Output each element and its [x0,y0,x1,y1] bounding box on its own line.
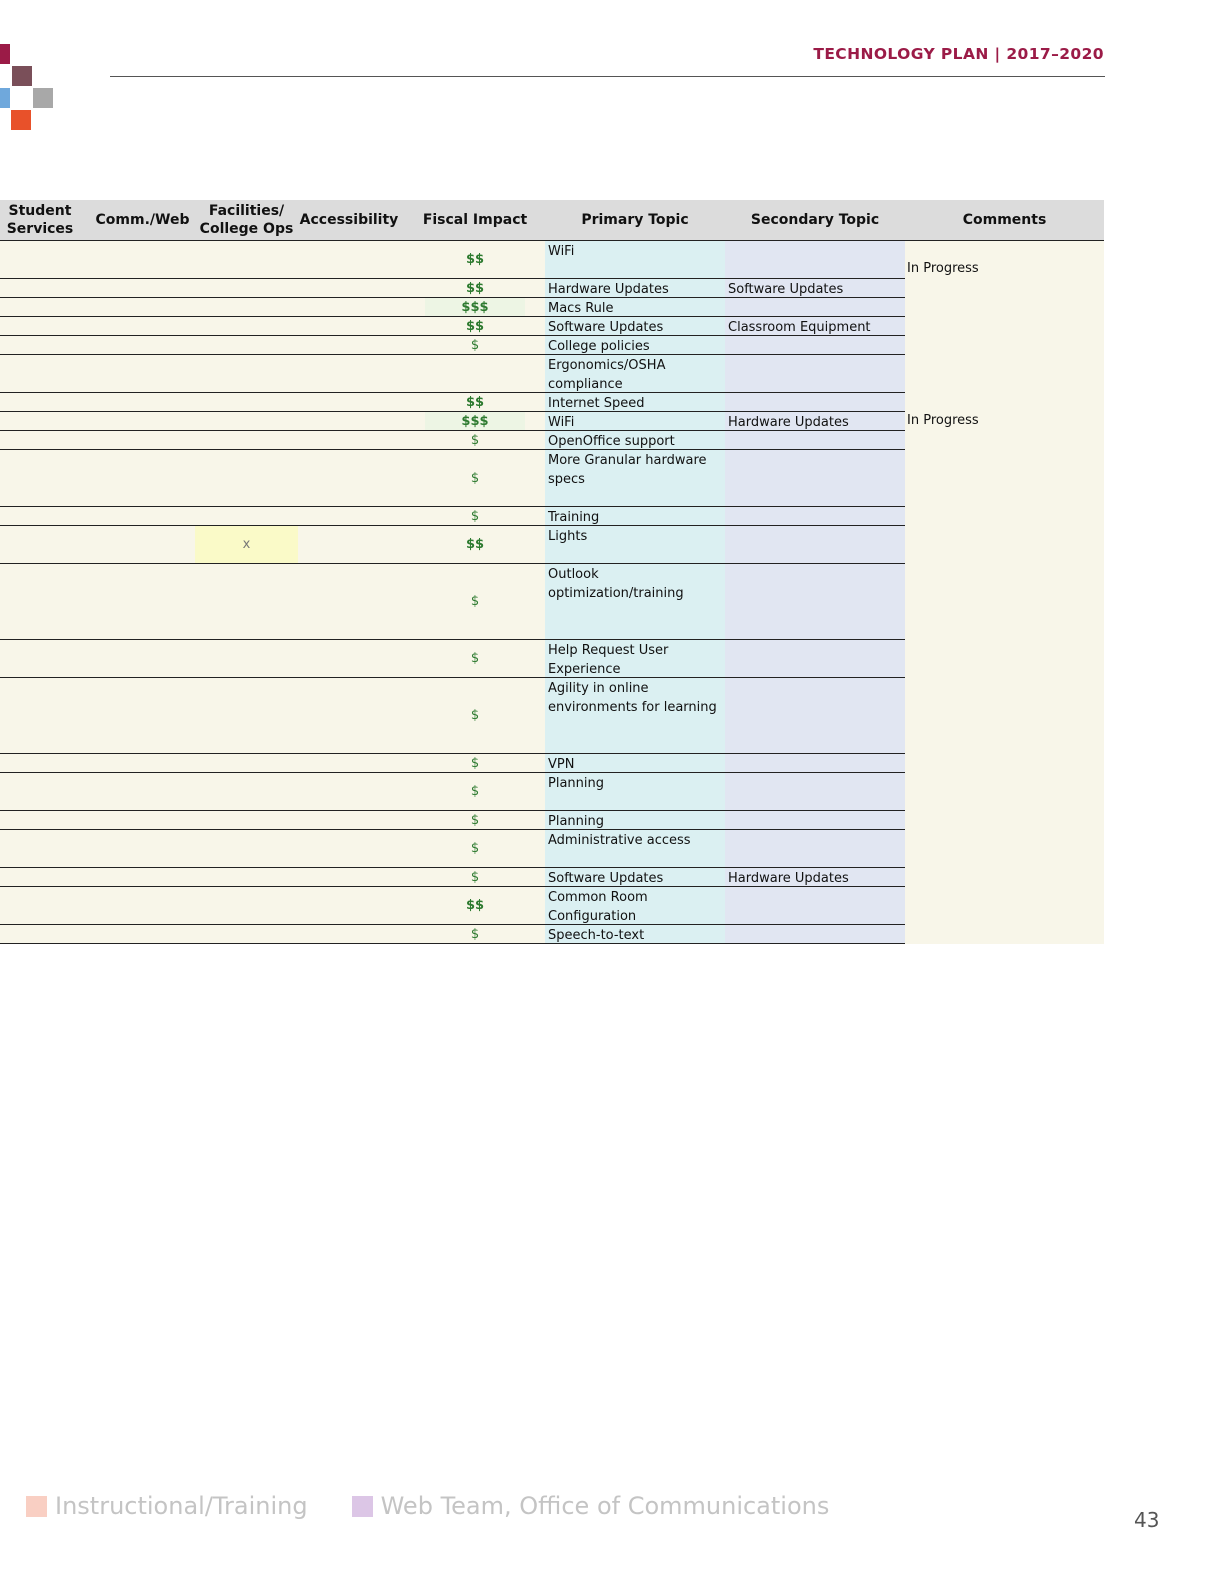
header-comments: Comments [905,200,1104,240]
fiscal-impact-cell: $ [470,594,480,609]
header-accessibility: Accessibility [299,212,399,228]
primary-topic-cell: Common Room Configuration [545,887,725,924]
primary-topic-cell: Software Updates [545,317,725,335]
table-row [0,336,905,355]
table-row [0,830,905,868]
table-row [0,925,905,944]
secondary-topic-cell: Software Updates [725,279,905,297]
secondary-topic-cell [725,564,905,639]
primary-topic-cell: Ergonomics/OSHA compliance [545,355,725,392]
fiscal-impact-cell: $ [470,337,480,353]
table-row [0,640,905,678]
fiscal-impact-cell: $$ [465,318,485,334]
fiscal-impact-cell: $$ [465,394,485,410]
legend-item-instructional [26,1492,308,1520]
secondary-topic-cell [725,811,905,829]
legend-label: Web Team, Office of Communications [380,1492,830,1520]
primary-topic-cell: Agility in online environments for learning [545,678,725,753]
table-row [0,564,905,640]
page-number: 43 [1134,1508,1160,1532]
fiscal-impact-cell [425,355,525,392]
table-row [0,393,905,412]
primary-topic-cell: Outlook optimization/training [545,564,725,639]
fiscal-impact-cell: $ [470,812,480,828]
legend [26,1492,873,1520]
secondary-topic-cell: Hardware Updates [725,868,905,886]
primary-topic-cell: Lights [545,526,725,563]
primary-topic-cell: Planning [545,811,725,829]
table-row [0,450,905,507]
legend-swatch [352,1496,373,1517]
fiscal-impact-cell: $ [470,841,480,856]
fiscal-impact-cell: $ [470,784,480,799]
secondary-topic-cell [725,678,905,753]
secondary-topic-cell [725,526,905,563]
table-row [0,507,905,526]
secondary-topic-cell [725,773,905,810]
facilities-cell: x [195,526,298,563]
secondary-topic-cell [725,830,905,867]
table-row [0,754,905,773]
fiscal-impact-cell: $ [470,708,480,723]
primary-topic-cell: Help Request User Experience [545,640,725,677]
primary-topic-cell: College policies [545,336,725,354]
table-row [0,431,905,450]
header-primary-topic: Primary Topic [581,212,689,228]
table-row [0,355,905,393]
table-row [0,811,905,830]
table-row [0,868,905,887]
legend-item-web-team [352,1492,830,1520]
primary-topic-cell: Training [545,507,725,525]
header-student-services: Student Services [6,203,74,237]
secondary-topic-cell [725,336,905,354]
logo-square [11,110,31,130]
fiscal-impact-cell: $$$ [425,298,525,316]
table-row [0,298,905,317]
primary-topic-cell: Hardware Updates [545,279,725,297]
fiscal-impact-cell: $ [470,508,480,524]
secondary-topic-cell [725,393,905,411]
table-row [0,317,905,336]
secondary-topic-cell: Hardware Updates [725,412,905,430]
primary-topic-cell: Speech-to-text [545,925,725,943]
fiscal-impact-cell: $$ [465,252,485,267]
primary-topic-cell: WiFi [545,412,725,430]
fiscal-impact-cell: $$ [465,537,485,552]
technology-plan-table [0,200,1104,944]
fiscal-impact-cell: $ [470,869,480,885]
table-row [0,678,905,754]
header-secondary-topic: Secondary Topic [750,212,880,228]
secondary-topic-cell [725,355,905,392]
fiscal-impact-cell: $$$ [425,412,525,430]
table-row [0,773,905,811]
fiscal-impact-cell: $ [470,432,480,448]
secondary-topic-cell [725,925,905,943]
comment-cell: In Progress [907,413,979,428]
header-comm-web: Comm./Web [95,212,190,228]
header-facilities: Facilities/ College Ops [199,203,294,237]
secondary-topic-cell: Classroom Equipment [725,317,905,335]
secondary-topic-cell [725,450,905,506]
fiscal-impact-cell: $ [470,651,480,666]
logo-square [0,44,10,64]
comment-cell: In Progress [907,261,979,276]
comments-column [905,241,1104,944]
table-row [0,241,905,279]
primary-topic-cell: Software Updates [545,868,725,886]
logo-square [12,66,32,86]
table-row [0,279,905,298]
fiscal-impact-cell: $$ [465,280,485,296]
primary-topic-cell: Macs Rule [545,298,725,316]
primary-topic-cell: WiFi [545,241,725,278]
legend-label: Instructional/Training [55,1492,308,1520]
table-row [0,412,905,431]
fiscal-impact-cell: $ [470,755,480,771]
primary-topic-cell: VPN [545,754,725,772]
header-fiscal-impact: Fiscal Impact [422,212,528,228]
secondary-topic-cell [725,754,905,772]
table-body [0,241,1104,944]
primary-topic-cell: OpenOffice support [545,431,725,449]
legend-swatch [26,1496,47,1517]
primary-topic-cell: Administrative access [545,830,725,867]
fiscal-impact-cell: $ [470,470,480,486]
logo-square [33,88,53,108]
secondary-topic-cell [725,298,905,316]
primary-topic-cell: More Granular hardware specs [545,450,725,506]
secondary-topic-cell [725,507,905,525]
table-header-row [0,200,1104,241]
table-row [0,526,905,564]
table-row [0,887,905,925]
fiscal-impact-cell: $ [470,926,480,942]
secondary-topic-cell [725,241,905,278]
secondary-topic-cell [725,887,905,924]
secondary-topic-cell [725,640,905,677]
primary-topic-cell: Internet Speed [545,393,725,411]
header-rule [110,76,1105,77]
secondary-topic-cell [725,431,905,449]
document-header-title: TECHNOLOGY PLAN | 2017–2020 [813,45,1104,63]
logo-square [0,88,10,108]
primary-topic-cell: Planning [545,773,725,810]
fiscal-impact-cell: $$ [465,898,485,913]
